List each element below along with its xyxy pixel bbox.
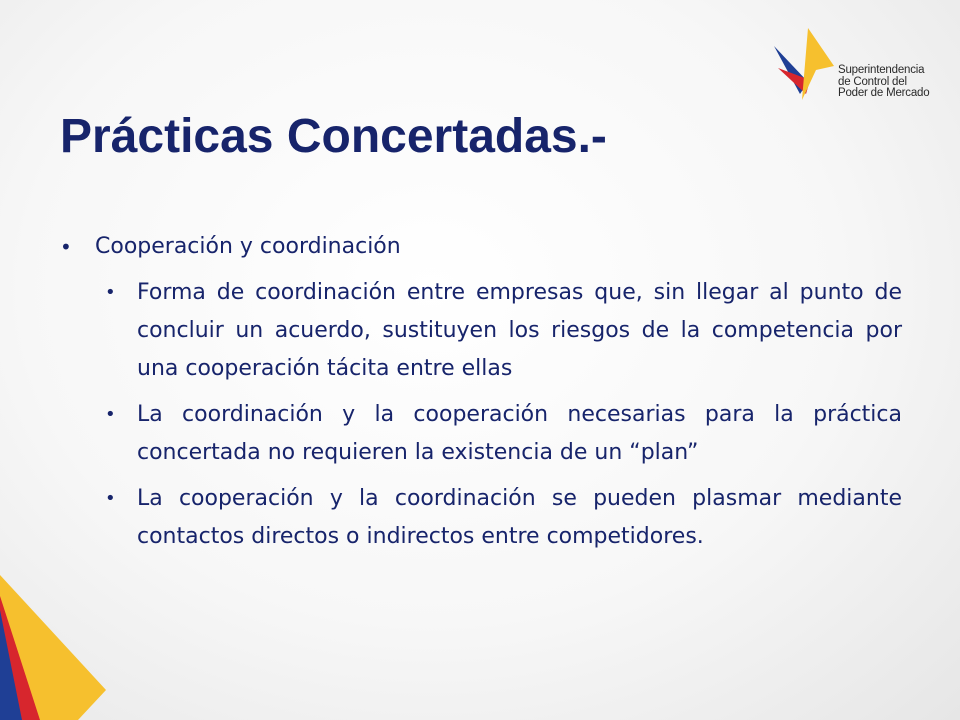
bullet-icon: • — [105, 488, 116, 509]
subbullet-3 — [105, 480, 902, 556]
subbullet-2-text: La coordinación y la cooperación necesarias para la práctica concertada no requieren la existencia de un “plan” — [137, 402, 902, 465]
logo-bird-icon — [772, 26, 838, 104]
bullet-icon: • — [105, 282, 116, 303]
subbullet-3-text: La cooperación y la coordinación se pueden plasmar mediante contactos directos o indirectos entre competidores. — [137, 486, 902, 549]
bullet-icon: • — [105, 404, 116, 425]
logo-text — [838, 65, 942, 100]
slide-title: Prácticas Concertadas.- — [60, 110, 607, 163]
logo-line-2: de Control del — [838, 75, 907, 88]
corner-blue-shape — [0, 610, 22, 720]
bullet-level1 — [60, 226, 902, 268]
slide-content — [60, 226, 902, 556]
logo-line-1: Superintendencia — [838, 64, 925, 76]
corner-yellow-shape — [0, 575, 106, 720]
subbullet-1 — [105, 274, 902, 388]
logo-yellow-wing — [802, 28, 834, 100]
logo — [772, 26, 942, 106]
subbullet-1-text: Forma de coordinación entre empresas que, sin llegar al punto de concluir un acuerdo, sustituyen los riesgos de la competencia por una cooperación tácita entre ellas — [137, 280, 902, 381]
bullet-icon: • — [60, 235, 72, 259]
corner-red-shape — [0, 596, 40, 720]
bullet-level1-text: Cooperación y coordinación — [95, 234, 401, 259]
subbullet-2 — [105, 396, 902, 472]
logo-line-3: Poder de Mercado — [838, 87, 930, 99]
